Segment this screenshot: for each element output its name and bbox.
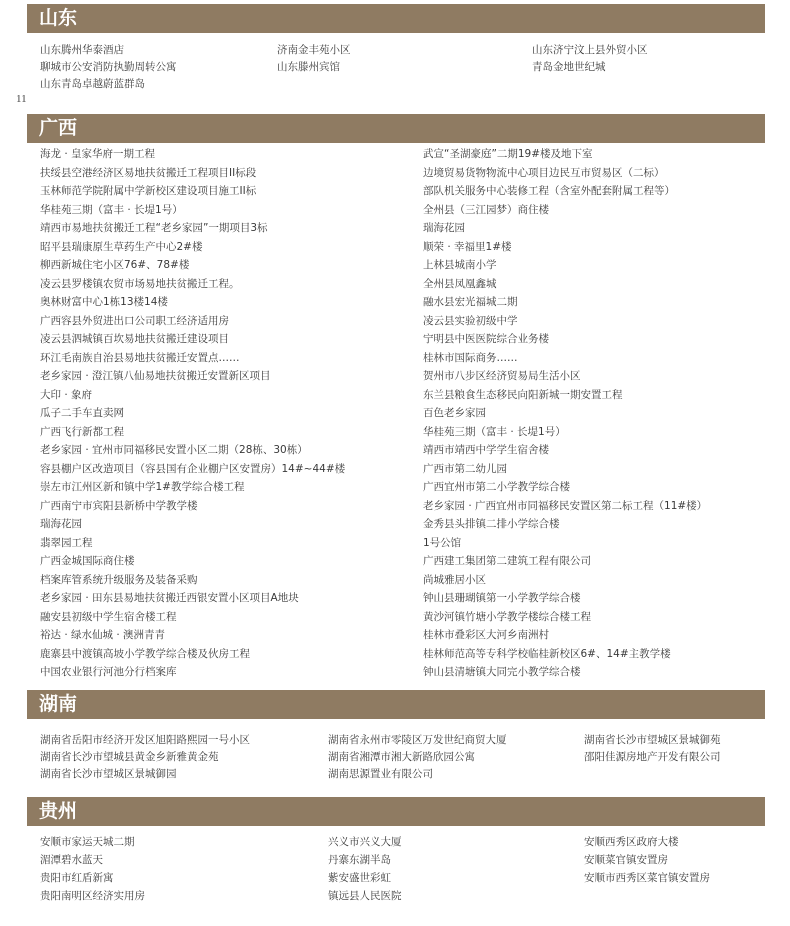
project-item: 凌云县实验初级中学 (423, 314, 518, 327)
project-item: 裕达 · 绿水仙城 · 澳洲青青 (40, 629, 166, 641)
project-item: 广西建工集团第二建筑工程有限公司 (423, 555, 591, 567)
project-item: 华桂苑三期（富丰 · 长堤1号） (40, 203, 183, 216)
project-item: 崇左市江州区新和镇中学1#教学综合楼工程 (40, 481, 245, 493)
project-item: 鹿寨县中渡镇高坡小学教学综合楼及伙房工程 (40, 647, 250, 660)
project-item: 桂林市国际商务…… (423, 351, 518, 364)
project-item: 镇远县人民医院 (328, 890, 402, 902)
project-item: 广西飞行新都工程 (40, 425, 124, 438)
project-item: 钟山县清塘镇大同完小教学综合楼 (423, 666, 581, 678)
project-item: 大印 · 象府 (40, 388, 93, 401)
project-item: 广西南宁市宾阳县新桥中学教学楼 (40, 499, 198, 512)
project-item: 老乡家园 · 田东县易地扶贫搬迁西银安置小区项目A地块 (40, 592, 299, 604)
project-item: 湖南省长沙市望城区景城御苑 (584, 734, 721, 746)
project-item: 融水县宏光福城二期 (423, 296, 518, 308)
project-item: 钟山县珊瑚镇第一小学教学综合楼 (423, 592, 581, 604)
project-item: 凌云县罗楼镇农贸市场易地扶贫搬迁工程。 (40, 277, 240, 290)
project-item: 山东青岛卓越蔚蓝群岛 (40, 78, 145, 90)
project-item: 安顺市西秀区菜官镇安置房 (584, 872, 710, 884)
project-item: 广西金城国际商住楼 (40, 555, 135, 567)
project-item: 广西容县外贸进出口公司职工经济适用房 (40, 314, 229, 327)
project-item: 青岛金地世纪城 (532, 61, 606, 73)
project-item: 瑞海花园 (423, 222, 465, 234)
project-item: 贺州市八步区经济贸易局生活小区 (423, 370, 581, 382)
project-item: 老乡家园 · 澄江镇八仙易地扶贫搬迁安置新区项目 (40, 370, 271, 382)
project-item: 昭平县瑞康原生草药生产中心2#楼 (40, 240, 203, 253)
project-item: 翡翠园工程 (40, 536, 93, 549)
project-item: 华桂苑三期（富丰 · 长堤1号） (423, 425, 566, 438)
project-item: 邵阳佳源房地产开发有限公司 (584, 751, 721, 763)
project-item: 海龙 · 皇家华府一期工程 (40, 148, 156, 160)
project-item: 东兰县粮食生态移民向阳新城一期安置工程 (423, 388, 623, 401)
project-item: 金秀县头排镇二排小学综合楼 (423, 518, 560, 530)
project-item: 广西宜州市第二小学教学综合楼 (423, 481, 570, 493)
project-item: 黄沙河镇竹塘小学教学楼综合楼工程 (423, 610, 591, 623)
project-item: 济南金丰苑小区 (277, 44, 351, 56)
project-item: 边境贸易货物物流中心项目边民互市贸易区（二标） (423, 166, 665, 179)
project-item: 丹寨东湖半岛 (328, 854, 391, 866)
section-header-guizhou: 贵州 (27, 797, 765, 826)
project-item: 奥林财富中心1栋13楼14楼 (40, 296, 168, 308)
project-item: 凌云县泗城镇百坎易地扶贫搬迁建设项目 (40, 333, 229, 345)
project-item: 湖南省长沙市望城区景城御园 (40, 768, 177, 780)
project-item: 容县棚户区改造项目（容县国有企业棚户区安置房）14#~44#楼 (40, 462, 346, 475)
project-item: 湖南省永州市零陵区万发世纪商贸大厦 (328, 734, 507, 746)
project-item: 环江毛南族自治县易地扶贫搬迁安置点…… (40, 351, 240, 364)
project-item: 贵阳南明区经济实用房 (40, 890, 145, 902)
project-item: 尚城雅居小区 (423, 573, 486, 586)
section-header-guangxi: 广西 (27, 114, 765, 143)
project-item: 湖南省岳阳市经济开发区旭阳路熙园一号小区 (40, 734, 250, 746)
project-item: 玉林师范学院附属中学新校区建设项目施工II标 (40, 185, 257, 197)
project-item: 山东腾州华泰酒店 (40, 44, 124, 56)
project-item: 贵阳市红盾新寓 (40, 872, 114, 884)
project-item: 湖南省湘潭市湘大新路欣园公寓 (328, 751, 475, 763)
project-item: 中国农业银行河池分行档案库 (40, 666, 177, 678)
project-item: 融安县初级中学生宿舍楼工程 (40, 610, 177, 623)
project-item: 武宣“圣湖豪庭”二期19#楼及地下室 (423, 148, 593, 160)
project-item: 湖南思源置业有限公司 (328, 768, 433, 780)
page-marker: 11 (16, 93, 27, 105)
project-item: 山东滕州宾馆 (277, 61, 340, 73)
project-item: 桂林师范高等专科学校临桂新校区6#、14#主教学楼 (423, 647, 671, 660)
project-item: 兴义市兴义大厦 (328, 836, 402, 848)
project-item: 山东济宁汶上县外贸小区 (532, 44, 648, 56)
project-item: 柳西新城住宅小区76#、78#楼 (40, 259, 190, 271)
project-item: 档案库管系统升级服务及装备采购 (40, 573, 198, 586)
project-item: 聊城市公安消防执勤周转公寓 (40, 61, 177, 73)
project-item: 宁明县中医医院综合业务楼 (423, 333, 549, 345)
project-item: 全州县（三江园梦）商住楼 (423, 203, 549, 216)
project-item: 安顺菜官镇安置房 (584, 854, 668, 866)
project-item: 靖西市易地扶贫搬迁工程“老乡家园”一期项目3标 (40, 222, 268, 234)
project-item: 老乡家园 · 宜州市同福移民安置小区二期（28栋、30栋） (40, 444, 308, 456)
project-item: 老乡家园 · 广西宜州市同福移民安置区第二标工程（11#楼） (423, 499, 708, 512)
project-item: 紫安盛世彩虹 (328, 872, 391, 884)
project-item: 全州县凤凰鑫城 (423, 277, 497, 290)
project-item: 扶绥县空港经济区易地扶贫搬迁工程项目II标段 (40, 166, 257, 179)
project-item: 瑞海花园 (40, 518, 82, 530)
project-item: 靖西市靖西中学学生宿舍楼 (423, 444, 549, 456)
section-header-shandong: 山东 (27, 4, 765, 33)
project-item: 安顺西秀区政府大楼 (584, 836, 679, 848)
project-item: 顺荣 · 幸福里1#楼 (423, 240, 512, 253)
project-item: 湖南省长沙市望城县黄金乡新雅黄金苑 (40, 751, 219, 763)
project-item: 1号公馆 (423, 536, 462, 549)
project-item: 安顺市家运天城二期 (40, 836, 135, 848)
project-item: 百色老乡家园 (423, 407, 486, 419)
project-item: 桂林市叠彩区大河乡南洲村 (423, 629, 549, 641)
project-item: 部队机关服务中心装修工程（含室外配套附属工程等） (423, 185, 675, 197)
section-header-hunan: 湖南 (27, 690, 765, 719)
project-item: 上林县城南小学 (423, 259, 497, 271)
project-item: 瓜子二手车直卖网 (40, 407, 124, 419)
project-item: 湄潭碧水蓝天 (40, 854, 103, 866)
project-item: 广西市第二幼儿园 (423, 462, 507, 475)
